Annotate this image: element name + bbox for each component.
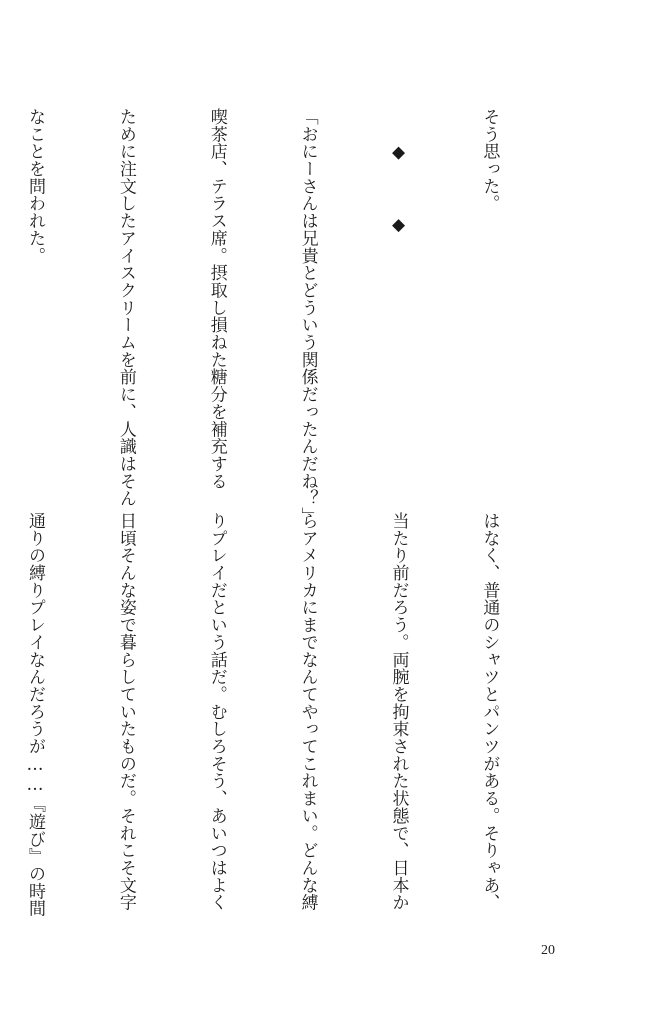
text-line: なことを問われた。 — [24, 108, 45, 265]
text-line: 喫茶店、テラス席。摂取し損ねた糖分を補充する — [206, 108, 227, 490]
text-line: はなく、普通のシャツとパンツがある。そりゃあ、 — [479, 512, 500, 912]
text-line: らアメリカにまでなんてやってこれまい。どんな縛 — [297, 512, 318, 912]
text-line: りプレイだという話だ。むしろそう、あいつはよく — [206, 512, 227, 912]
lower-text-block — [24, 512, 565, 932]
text-line: 「おにーさんは兄貴とどういう関係だったんだね？」 — [297, 108, 318, 525]
page-number: 20 — [541, 943, 555, 958]
text-line: 日頃そんな姿で暮らしていたものだ。それこそ文字 — [115, 512, 136, 912]
section-break-diamonds: ◆ ◆ — [388, 108, 409, 236]
upper-text-block — [24, 108, 565, 525]
text-line: 通りの縛りプレイなんだろうが……『遊び』の時間 — [24, 512, 45, 918]
text-line: 当たり前だろう。両腕を拘束された状態で、日本か — [388, 512, 409, 912]
text-line: そう思った。 — [479, 108, 500, 213]
text-line: ために注文したアイスクリームを前に、人識はそん — [115, 108, 136, 508]
